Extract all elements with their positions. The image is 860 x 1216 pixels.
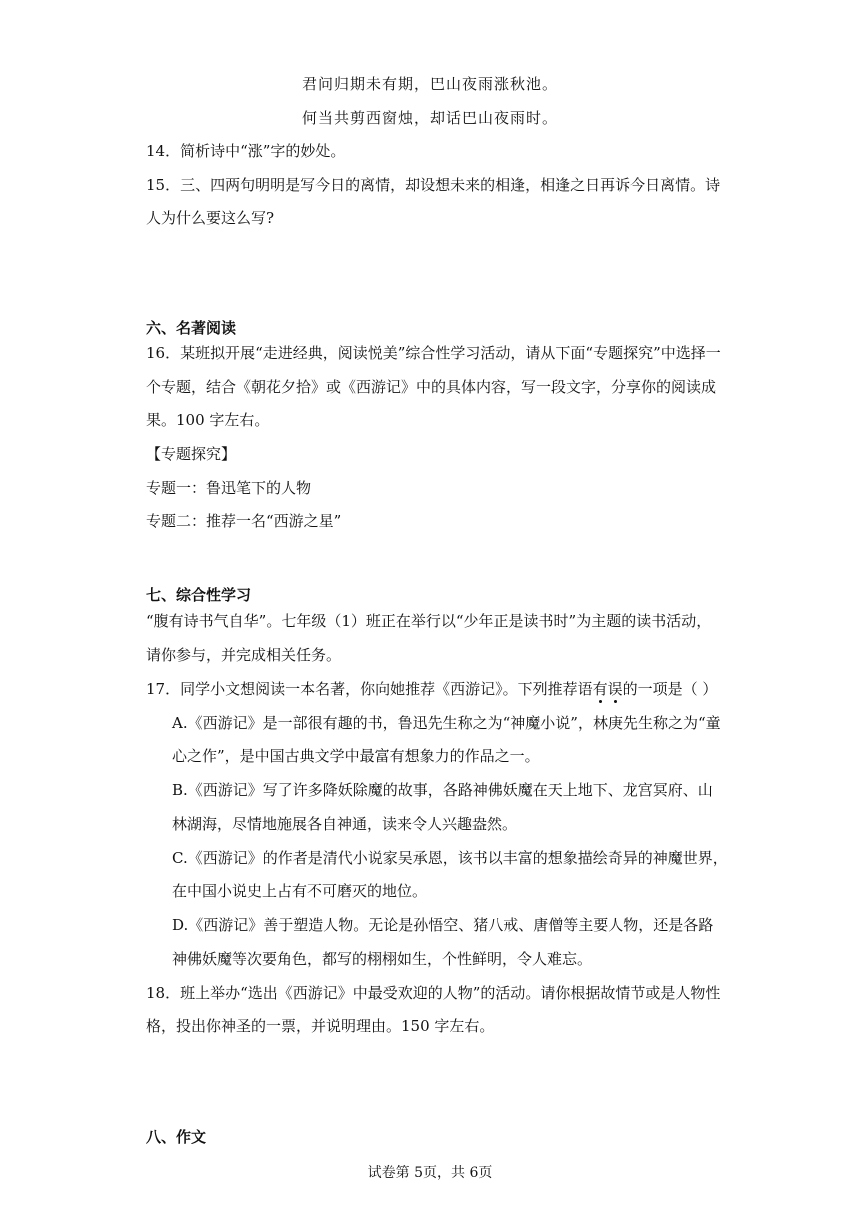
topic-2: 专题二：推荐一名“西游之星” <box>146 512 342 530</box>
question-17-text: 17．同学小文想阅读一本名著，你向她推荐《西游记》。下列推荐语 <box>146 680 593 698</box>
emphasis-wu: 误 <box>607 680 623 698</box>
poem-line-1: 君问归期未有期，巴山夜雨涨秋池。 <box>301 75 558 93</box>
section-8-title: 八、作文 <box>146 1128 207 1146</box>
question-17-answer-blank: 的一项是（ ） <box>622 680 718 698</box>
option-b-line-1: B.《西游记》写了许多降妖除魔的故事，各路神佛妖魔在天上地下、龙宫冥府、山 <box>172 781 713 799</box>
question-15-line-2: 人为什么要这么写? <box>146 209 275 227</box>
page-footer: 试卷第 5页，共 6页 <box>367 1165 493 1181</box>
question-17 <box>146 679 717 699</box>
question-16-line-1: 16．某班拟开展“走进经典，阅读悦美”综合性学习活动，请从下面“专题探究”中选择一 <box>146 344 721 362</box>
question-15-line-1: 15．三、四两句明明是写今日的离情，却设想未来的相逢，相逢之日再诉今日离情。诗 <box>146 176 721 194</box>
section-7-title: 七、综合性学习 <box>146 586 252 604</box>
option-c-line-2: 在中国小说史上占有不可磨灭的地位。 <box>172 882 428 900</box>
question-16-line-3: 果。100 字左右。 <box>146 411 270 429</box>
topic-header: 【专题探究】 <box>146 445 237 463</box>
question-18-line-1: 18．班上举办“选出《西游记》中最受欢迎的人物”的活动。请你根据故情节或是人物性 <box>146 984 721 1002</box>
section-6-title: 六、名著阅读 <box>146 319 237 337</box>
question-14: 14．简析诗中“涨”字的妙处。 <box>146 142 346 160</box>
option-a-line-1: A.《西游记》是一部很有趣的书，鲁迅先生称之为“神魔小说”，林庚先生称之为“童 <box>172 714 721 732</box>
section-7-intro-line-1: “腹有诗书气自华”。七年级（1）班正在举行以“少年正是读书时”为主题的读书活动， <box>146 612 712 630</box>
option-d-line-1: D.《西游记》善于塑造人物。无论是孙悟空、猪八戒、唐僧等主要人物，还是各路 <box>172 916 714 934</box>
poem-line-2: 何当共剪西窗烛，却话巴山夜雨时。 <box>301 109 558 127</box>
option-c-line-1: C.《西游记》的作者是清代小说家吴承恩，该书以丰富的想象描绘奇异的神魔世界， <box>172 849 728 867</box>
emphasis-you: 有 <box>592 680 608 698</box>
option-a-line-2: 心之作”，是中国古典文学中最富有想象力的作品之一。 <box>172 747 540 765</box>
option-b-line-2: 林湖海，尽情地施展各自神通，读来令人兴趣盎然。 <box>172 815 518 833</box>
section-7-intro-line-2: 请你参与，并完成相关任务。 <box>146 646 342 664</box>
question-18-line-2: 格，投出你神圣的一票，并说明理由。150 字左右。 <box>146 1017 495 1035</box>
option-d-line-2: 神佛妖魔等次要角色，都写的栩栩如生，个性鲜明，令人难忘。 <box>172 950 593 968</box>
topic-1: 专题一：鲁迅笔下的人物 <box>146 479 312 497</box>
question-16-line-2: 个专题，结合《朝花夕拾》或《西游记》中的具体内容，写一段文字，分享你的阅读成 <box>146 378 717 396</box>
